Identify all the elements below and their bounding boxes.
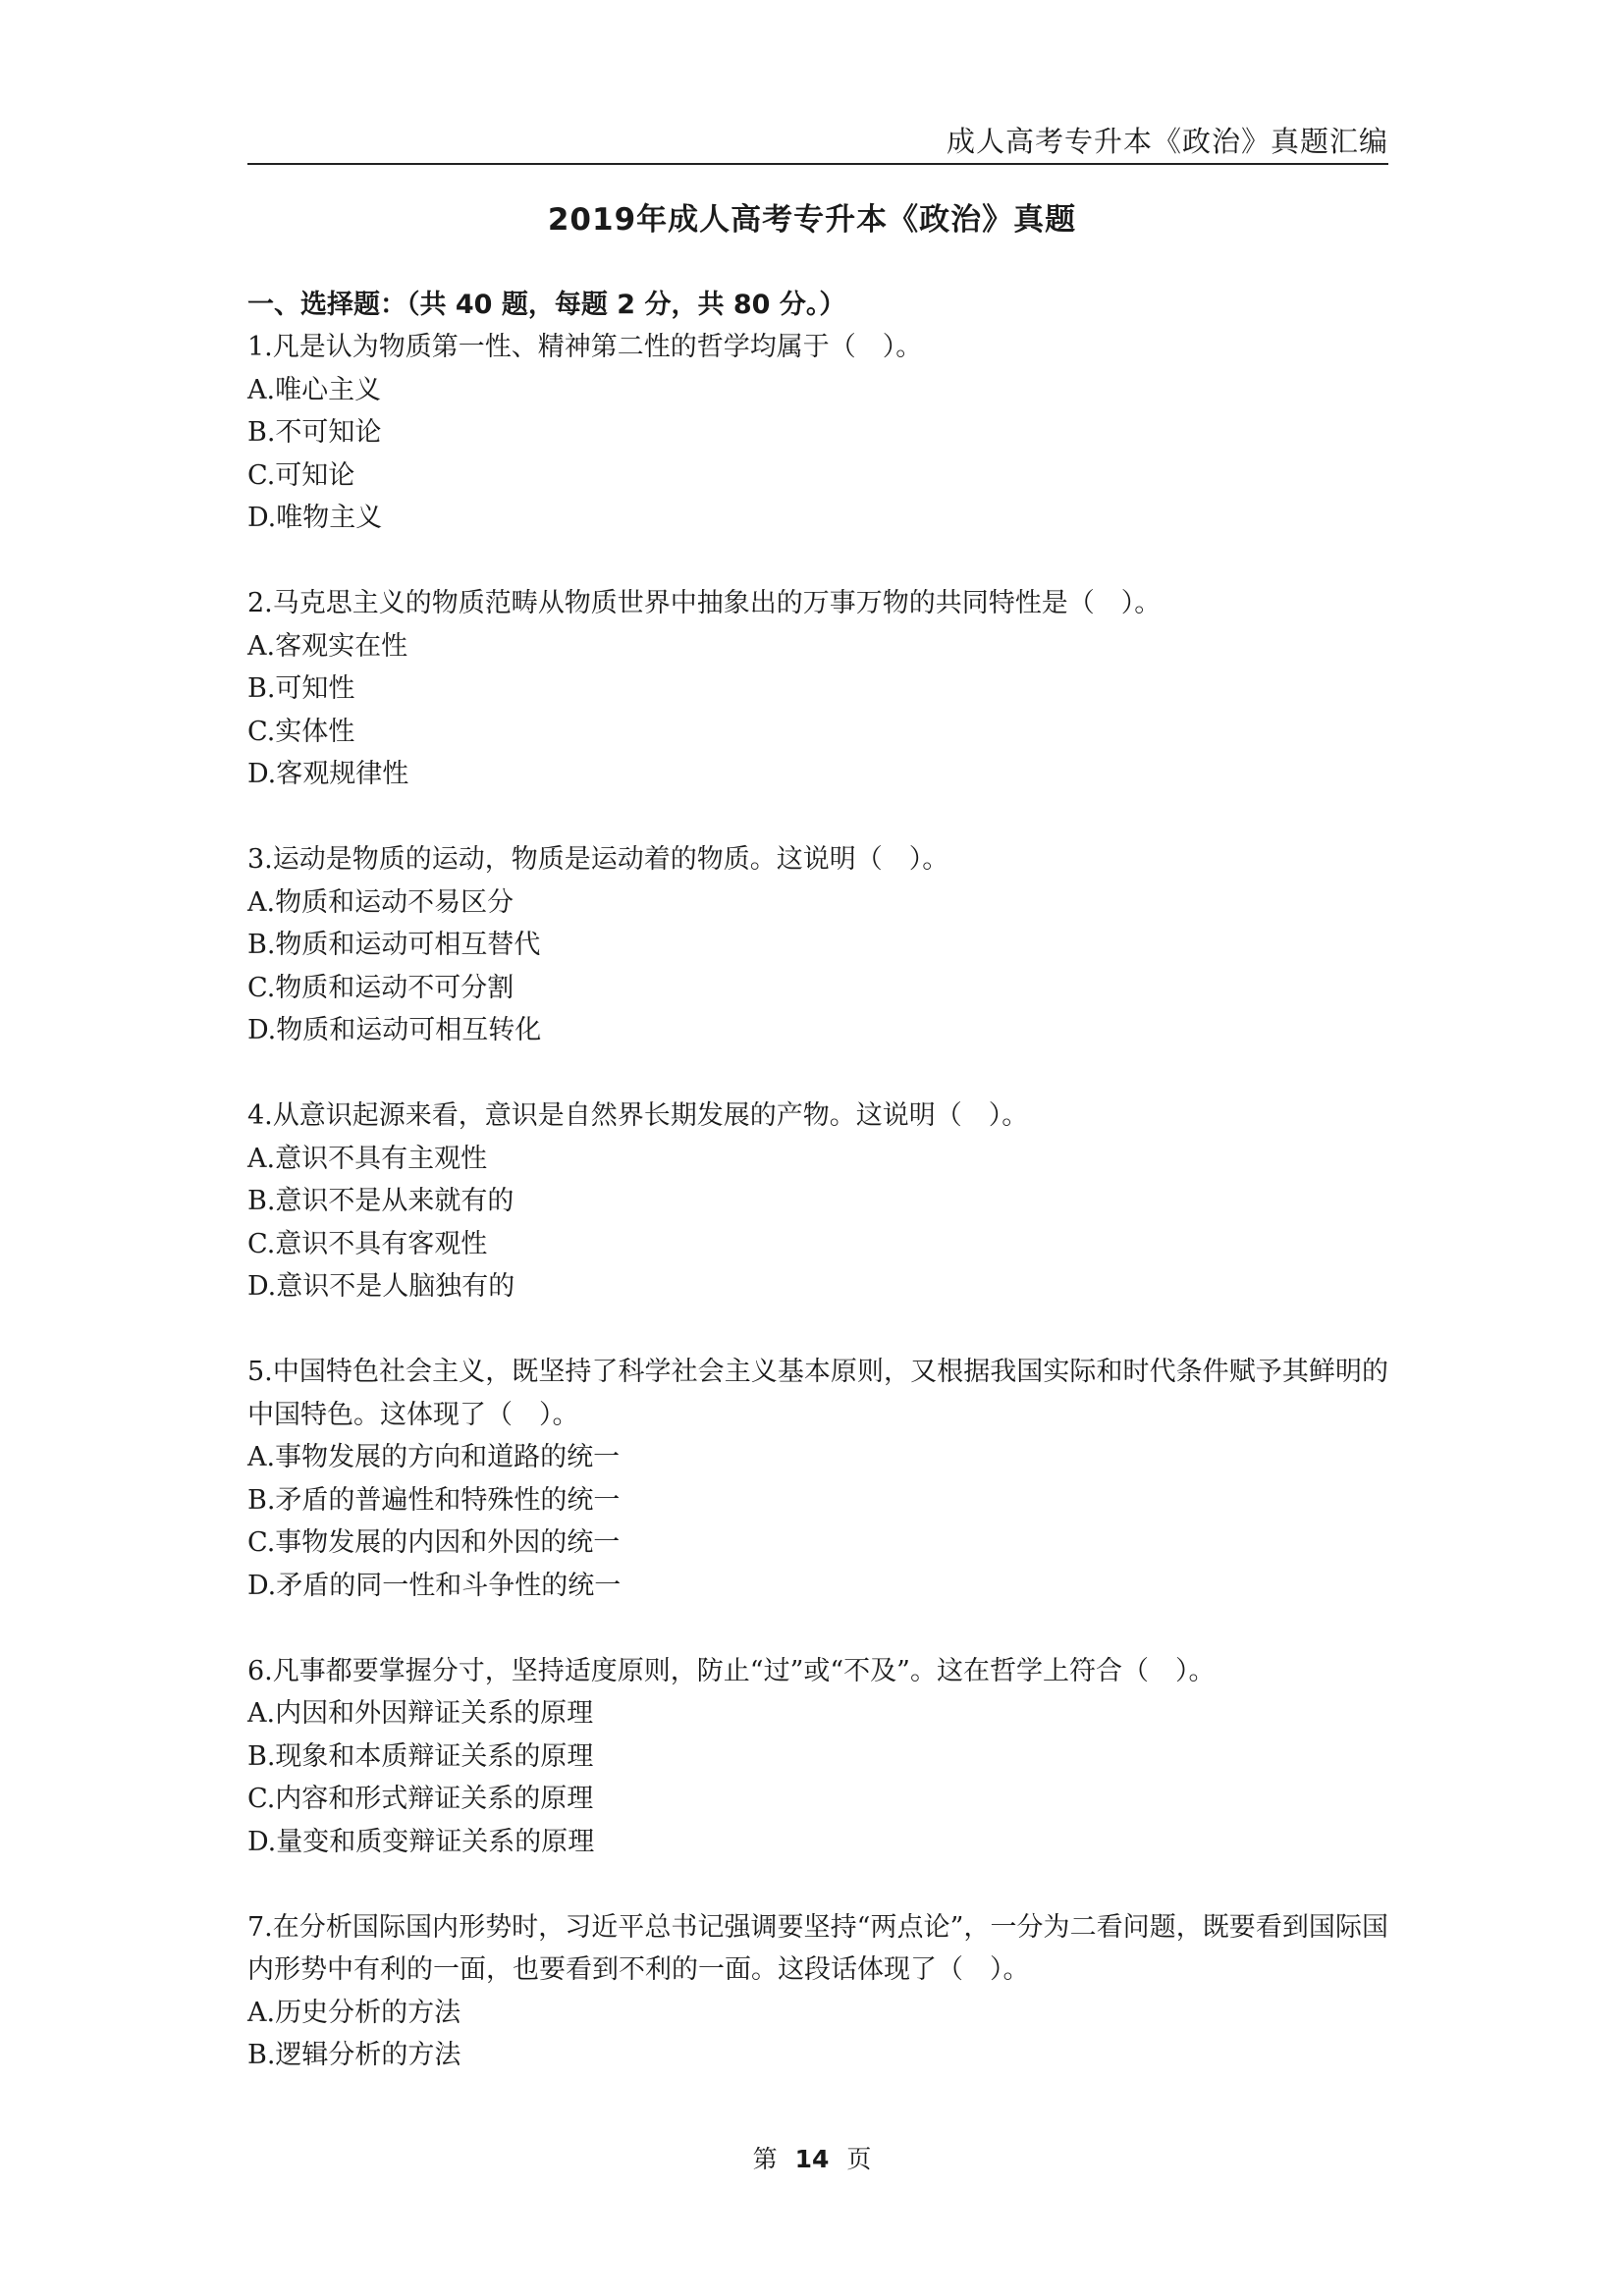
option-a: A.物质和运动不易区分	[247, 886, 514, 918]
question-stem: 2.马克思主义的物质范畴从物质世界中抽象出的万事万物的共同特性是（ ）。	[247, 588, 1162, 618]
page-number: 14	[794, 2145, 830, 2173]
option-a: A.历史分析的方法	[247, 1997, 461, 2028]
option-d: D.矛盾的同一性和斗争性的统一	[247, 1570, 622, 1601]
exam-content	[247, 285, 1388, 2119]
option-a: A.内因和外因辩证关系的原理	[247, 1698, 594, 1729]
question-stem: 7.在分析国际国内形势时，习近平总书记强调要坚持“两点论”，一分为二看问题，既要看到国际国内形势中有利的一面，也要看到不利的一面。这段话体现了（ ）。	[247, 1911, 1388, 1985]
option-d: D.客观规律性	[247, 759, 409, 789]
document-title: 2019年成人高考专升本《政治》真题	[547, 202, 1077, 238]
option-d: D.意识不是人脑独有的	[247, 1271, 515, 1302]
option-b: B.现象和本质辩证关系的原理	[247, 1740, 594, 1772]
question-5	[247, 1351, 1388, 1607]
option-b: B.可知性	[247, 673, 355, 704]
header-title: 成人高考专升本《政治》真题汇编	[946, 125, 1388, 158]
option-c: C.意识不具有客观性	[247, 1228, 488, 1259]
option-a: A.事物发展的方向和道路的统一	[247, 1442, 621, 1472]
question-stem: 6.凡事都要掌握分寸，坚持适度原则，防止“过”或“不及”。这在哲学上符合（ ）。	[247, 1655, 1216, 1686]
option-d: D.唯物主义	[247, 503, 383, 533]
question-3	[247, 838, 1388, 1052]
option-c: C.内容和形式辩证关系的原理	[247, 1784, 594, 1814]
option-c: C.可知论	[247, 459, 355, 491]
page-header	[247, 116, 1388, 165]
question-stem: 1.凡是认为物质第一性、精神第二性的哲学均属于（ ）。	[247, 332, 923, 362]
option-b: B.矛盾的普遍性和特殊性的统一	[247, 1484, 621, 1516]
option-c: C.实体性	[247, 716, 355, 747]
section-heading: 一、选择题：（共 40 题，每题 2 分，共 80 分。）	[247, 290, 846, 320]
option-d: D.量变和质变辩证关系的原理	[247, 1826, 595, 1857]
question-6	[247, 1650, 1388, 1864]
question-2	[247, 582, 1388, 796]
option-b: B.物质和运动可相互替代	[247, 930, 541, 960]
question-7	[247, 1906, 1388, 2077]
question-stem: 4.从意识起源来看，意识是自然界长期发展的产物。这说明（ ）。	[247, 1100, 1029, 1131]
question-1	[247, 326, 1388, 540]
option-b: B.不可知论	[247, 417, 382, 448]
option-c: C.事物发展的内因和外因的统一	[247, 1527, 621, 1558]
question-stem: 3.运动是物质的运动，物质是运动着的物质。这说明（ ）。	[247, 844, 949, 875]
question-4	[247, 1095, 1388, 1308]
option-a: A.意识不具有主观性	[247, 1143, 488, 1174]
page-suffix: 页	[846, 2145, 872, 2173]
option-a: A.唯心主义	[247, 374, 382, 405]
option-b: B.意识不是从来就有的	[247, 1186, 514, 1216]
page-footer	[0, 2140, 1624, 2175]
option-a: A.客观实在性	[247, 630, 408, 662]
page-prefix: 第	[752, 2145, 778, 2173]
question-stem: 5.中国特色社会主义，既坚持了科学社会主义基本原则，又根据我国实际和时代条件赋予其鲜明的中国特色。这体现了（ ）。	[247, 1357, 1388, 1430]
option-c: C.物质和运动不可分割	[247, 972, 514, 1003]
option-d: D.物质和运动可相互转化	[247, 1015, 542, 1045]
option-b: B.逻辑分析的方法	[247, 2040, 461, 2070]
